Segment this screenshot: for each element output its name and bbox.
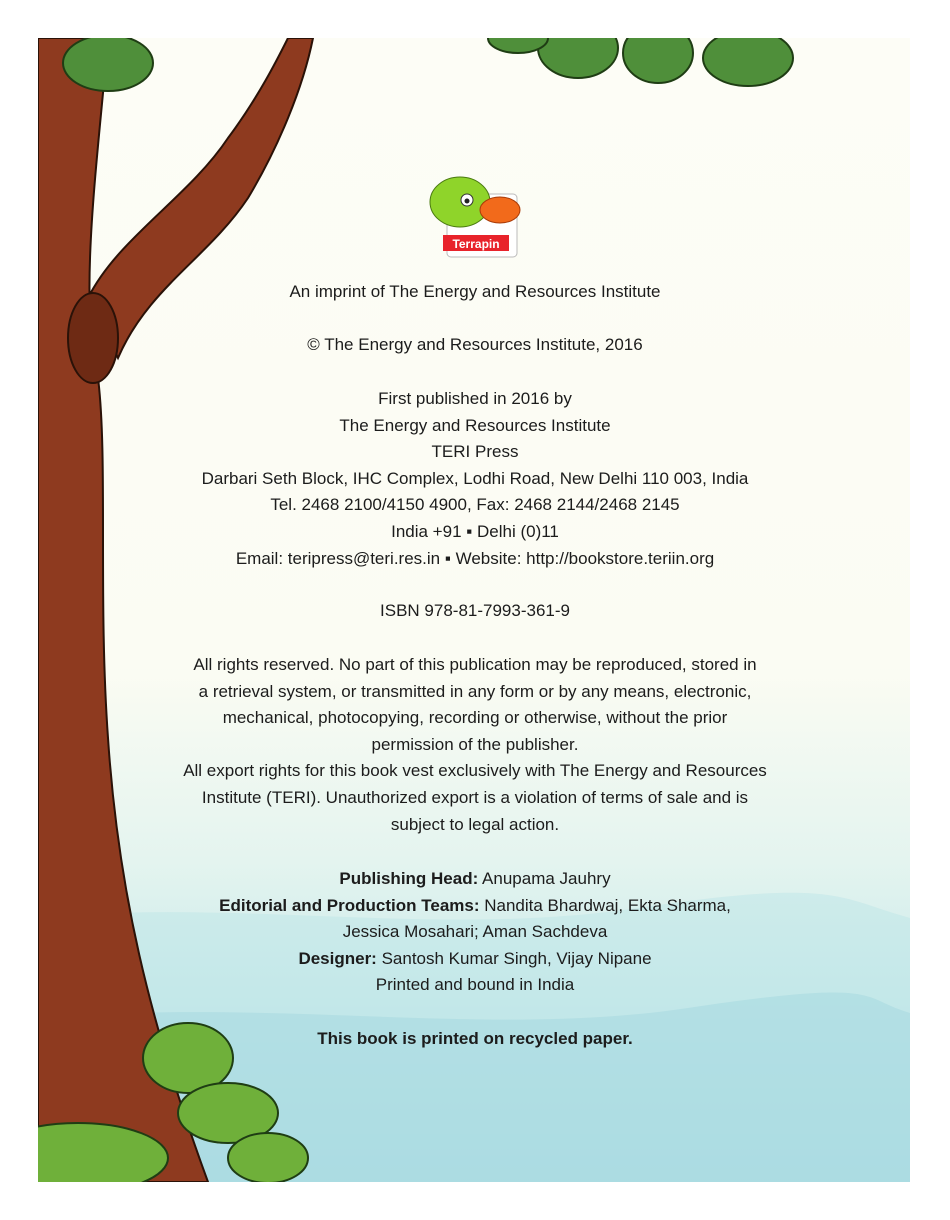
rights-line: All export rights for this book vest exclusively with The Energy and Resources (183, 761, 767, 781)
copyright-line (0, 332, 950, 359)
credit-editorial-cont: Jessica Mosahari; Aman Sachdeva (342, 922, 608, 942)
rights-line: mechanical, photocopying, recording or otherwise, without the prior (222, 708, 728, 728)
credit-label: Editorial and Production Teams: (219, 895, 480, 915)
credit-label: Publishing Head: (339, 869, 479, 888)
logo-text: Terrapin (452, 237, 500, 251)
publisher-block (0, 386, 950, 572)
rights-line: All rights reserved. No part of this publication may be reproduced, stored in (193, 655, 757, 674)
credit-value: Santosh Kumar Singh, Vijay Nipane (376, 948, 652, 968)
credit-value: Anupama Jauhry (478, 869, 611, 888)
isbn (0, 598, 950, 625)
copyright-text: © The Energy and Resources Institute, 2016 (307, 335, 643, 354)
publisher-name: The Energy and Resources Institute (339, 415, 611, 435)
publisher-codes: India +91 ▪ Delhi (0)11 (391, 521, 559, 541)
printed-in: Printed and bound in India (375, 975, 575, 995)
credit-editorial (0, 893, 950, 920)
credit-value: Nandita Bhardwaj, Ekta Sharma, (479, 895, 731, 915)
terrapin-logo (425, 172, 525, 260)
credit-label: Designer: (298, 948, 377, 968)
publisher-press: TERI Press (431, 442, 519, 462)
publisher-phone: Tel. 2468 2100/4150 4900, Fax: 2468 2144/2468 2145 (270, 495, 680, 515)
first-published: First published in 2016 by (378, 389, 572, 408)
credits-block (0, 866, 950, 999)
rights-block (0, 652, 950, 838)
publisher-address: Darbari Seth Block, IHC Complex, Lodhi Road, New Delhi 110 003, India (201, 468, 749, 488)
recycled-text: This book is printed on recycled paper. (317, 1029, 633, 1048)
leaves (63, 38, 793, 91)
publisher-contact: Email: teripress@teri.res.in ▪ Website: http://bookstore.teriin.org (235, 548, 715, 568)
rights-line: Institute (TERI). Unauthorized export is a violation of terms of sale and is (201, 787, 749, 807)
rights-line: subject to legal action. (390, 814, 560, 834)
credit-designer (0, 946, 950, 973)
rights-line: permission of the publisher. (371, 734, 579, 754)
rights-line: a retrieval system, or transmitted in any form or by any means, electronic, (198, 681, 752, 701)
imprint-line (0, 279, 950, 306)
imprint-text: An imprint of The Energy and Resources Institute (289, 282, 661, 301)
isbn-text: ISBN 978-81-7993-361-9 (380, 601, 570, 620)
credit-publishing-head (0, 866, 950, 893)
recycled-note (0, 1026, 950, 1053)
